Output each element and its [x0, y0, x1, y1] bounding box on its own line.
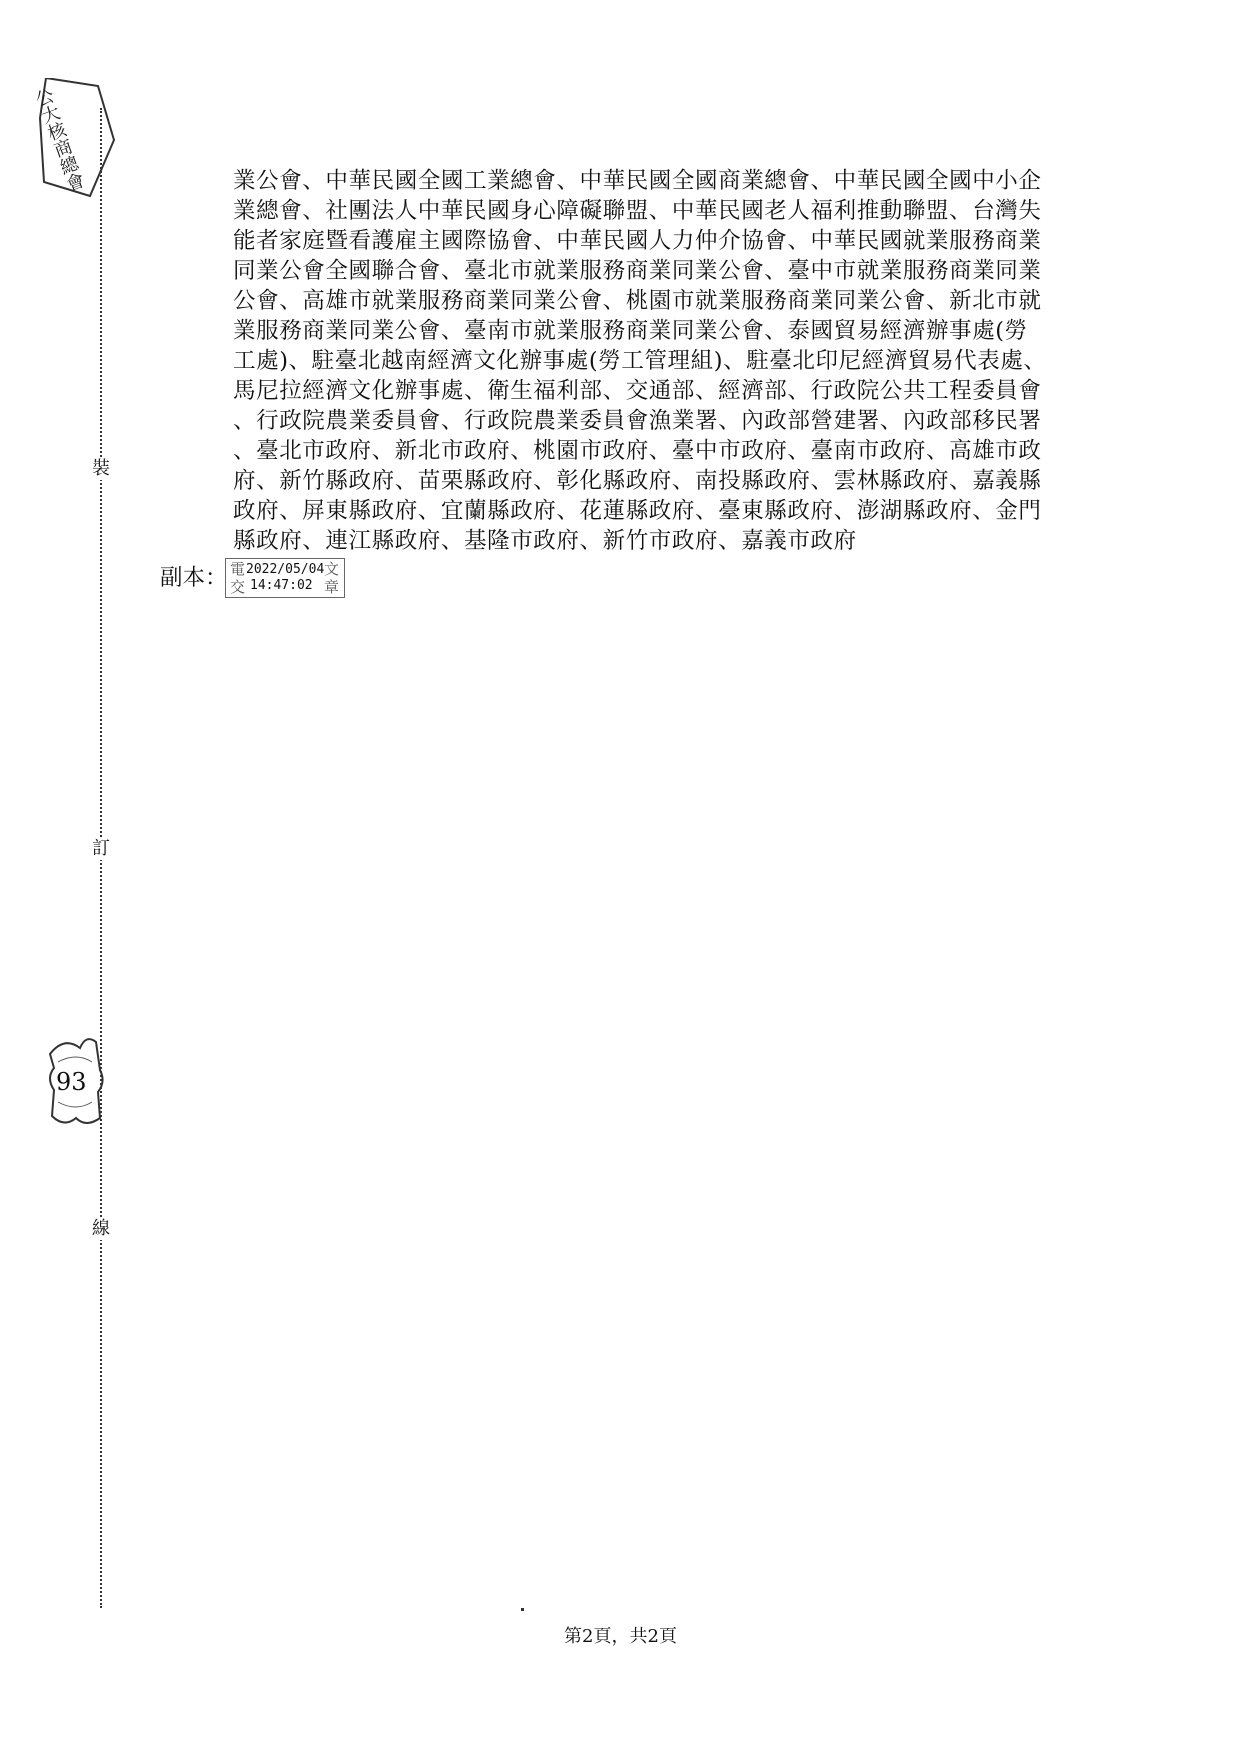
binding-char-zhuang: 裝 [92, 458, 110, 479]
text-line: 能者家庭暨看護雇主國際協會、中華民國人力仲介協會、中華民國就業服務商業 [233, 228, 1042, 254]
stamp-time: 14:47:02 [250, 578, 313, 593]
stamp-right-chars: 文章 [324, 560, 340, 596]
text-line: 府、新竹縣政府、苗栗縣政府、彰化縣政府、南投縣政府、雲林縣政府、嘉義縣 [233, 468, 1042, 494]
stamp-date: 2022/05/04 [246, 562, 325, 577]
corner-seal-stamp [30, 78, 116, 198]
footer-dot [521, 1608, 524, 1611]
text-line: 業公會、中華民國全國工業總會、中華民國全國商業總會、中華民國全國中小企 [233, 168, 1042, 194]
electronic-exchange-stamp [225, 558, 345, 598]
recipient-list [233, 166, 1083, 556]
binding-char-ding: 訂 [92, 838, 110, 859]
text-line: 縣政府、連江縣政府、基隆市政府、新竹市政府、嘉義市政府 [233, 528, 857, 554]
corner-seal-text: 公大核商總會 [30, 85, 87, 195]
text-line: 、臺北市政府、新北市政府、桃園市政府、臺中市政府、臺南市政府、高雄市政 [233, 438, 1042, 464]
stamp-left-chars: 電交 [230, 560, 246, 596]
text-line: 政府、屏東縣政府、宜蘭縣政府、花蓮縣政府、臺東縣政府、澎湖縣政府、金門 [233, 498, 1042, 524]
text-line: 業總會、社團法人中華民國身心障礙聯盟、中華民國老人福利推動聯盟、台灣失 [233, 198, 1042, 224]
text-line: 工處)、駐臺北越南經濟文化辦事處(勞工管理組)、駐臺北印尼經濟貿易代表處、 [233, 348, 1047, 374]
text-line: 業服務商業同業公會、臺南市就業服務商業同業公會、泰國貿易經濟辦事處(勞 [233, 318, 1028, 344]
cc-label: 副本： [160, 565, 228, 591]
text-line: 同業公會全國聯合會、臺北市就業服務商業同業公會、臺中市就業服務商業同業 [233, 258, 1042, 284]
text-line: 、行政院農業委員會、行政院農業委員會漁業署、內政部營建署、內政部移民署 [233, 408, 1042, 434]
page-seal-number: 93 [56, 1068, 87, 1096]
page-number: 第2頁，共2頁 [564, 1626, 677, 1647]
page-seal [46, 1032, 106, 1130]
text-line: 馬尼拉經濟文化辦事處、衛生福利部、交通部、經濟部、行政院公共工程委員會 [233, 378, 1042, 404]
binding-char-xian: 線 [92, 1218, 110, 1239]
text-line: 公會、高雄市就業服務商業同業公會、桃園市就業服務商業同業公會、新北市就 [233, 288, 1042, 314]
